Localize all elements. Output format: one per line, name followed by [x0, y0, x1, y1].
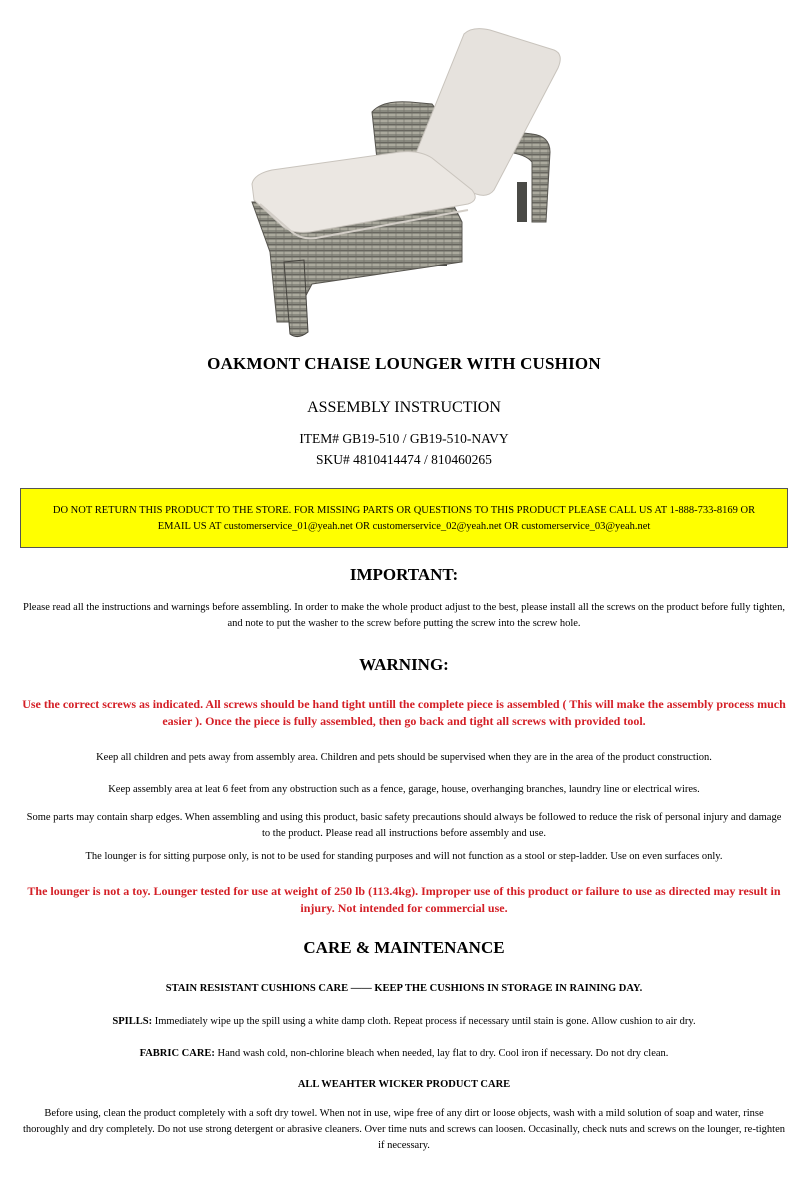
warning-area-text: Keep assembly area at leat 6 feet from any obstruction such as a fence, garage, house, overhanging branches, laundry line or electrical wires. [108, 784, 700, 795]
warning-sharp-edges-text: Some parts may contain sharp edges. When assembling and using this product, basic safety precautions should always be followed to reduce the risk of personal injury and damage to the product. Please read all instructions before assembly and use. [26, 812, 782, 839]
important-heading: IMPORTANT: [349, 565, 459, 584]
warning-not-toy-text: The lounger is not a toy. Lounger tested for use at weight of 250 lb (113.4kg). Improper use of this product or failure to use as directed may result in injury. Not intended for commercial use. [27, 884, 781, 915]
spills-text [22, 1014, 786, 1030]
warning-screws-text: Use the correct screws as indicated. All screws should be hand tight untill the complete piece is assembled ( This will make the assembly process much easier ). Once the piece is fully assembled, then go back and tight all screws with provided tool. [22, 697, 786, 728]
item-number: ITEM# GB19-510 / GB19-510-NAVY [299, 431, 509, 446]
fabric-care-text [22, 1046, 786, 1062]
wicker-care-text: Before using, clean the product completely with a soft dry towel. When not in use, wipe free of any dirt or loose objects, wash with a mild solution of soap and water, rinse thoroughly and dry completely. Do not use strong detergent or abrasive cleaners. Over time nuts and screws can loosen. Occasinally, check nuts and screws on the lounger, re-tighten if necessary. [23, 1108, 785, 1151]
warning-heading: WARNING: [359, 655, 449, 674]
spills-label: SPILLS: [112, 1016, 153, 1027]
product-image [232, 22, 566, 340]
cushion-care-heading: STAIN RESISTANT CUSHIONS CARE —— KEEP THE CUSHIONS IN STORAGE IN RAINING DAY. [165, 983, 643, 994]
notice-line-2: EMAIL US AT customerservice_01@yeah.net OR customerservice_02@yeah.net OR customerservice_03@yeah.net [157, 521, 651, 532]
chaise-lounger-photo [232, 22, 566, 340]
warning-sitting-text: The lounger is for sitting purpose only, is not to be used for standing purposes and will not function as a stool or step-ladder. Use on even surfaces only. [85, 851, 723, 862]
spills-description: Immediately wipe up the spill using a white damp cloth. Repeat process if necessary until stain is gone. Allow cushion to air dry. [152, 1016, 696, 1027]
fabric-care-description: Hand wash cold, non-chlorine bleach when needed, lay flat to dry. Cool iron if necessary. Do not dry clean. [214, 1048, 669, 1059]
document-title: OAKMONT CHAISE LOUNGER WITH CUSHION [207, 354, 601, 373]
document-subtitle: ASSEMBLY INSTRUCTION [307, 399, 501, 416]
important-text: Please read all the instructions and warnings before assembling. In order to make the whole product adjust to the best, please install all the screws on the product before fully tighten, and note to put the washer to the screw before putting the screw into the screw hole. [23, 602, 785, 629]
care-heading: CARE & MAINTENANCE [303, 938, 505, 957]
wicker-care-heading: ALL WEAHTER WICKER PRODUCT CARE [297, 1079, 511, 1090]
warning-children-text: Keep all children and pets away from assembly area. Children and pets should be supervised when they are in the area of the product construction. [96, 752, 712, 763]
notice-line-1: DO NOT RETURN THIS PRODUCT TO THE STORE. FOR MISSING PARTS OR QUESTIONS TO THIS PRODUCT PLEASE CALL US AT 1-888-733-8169 OR [52, 505, 756, 516]
sku-number: SKU# 4810414474 / 810460265 [316, 452, 492, 467]
fabric-care-label: FABRIC CARE: [139, 1048, 215, 1059]
do-not-return-notice [20, 488, 788, 548]
